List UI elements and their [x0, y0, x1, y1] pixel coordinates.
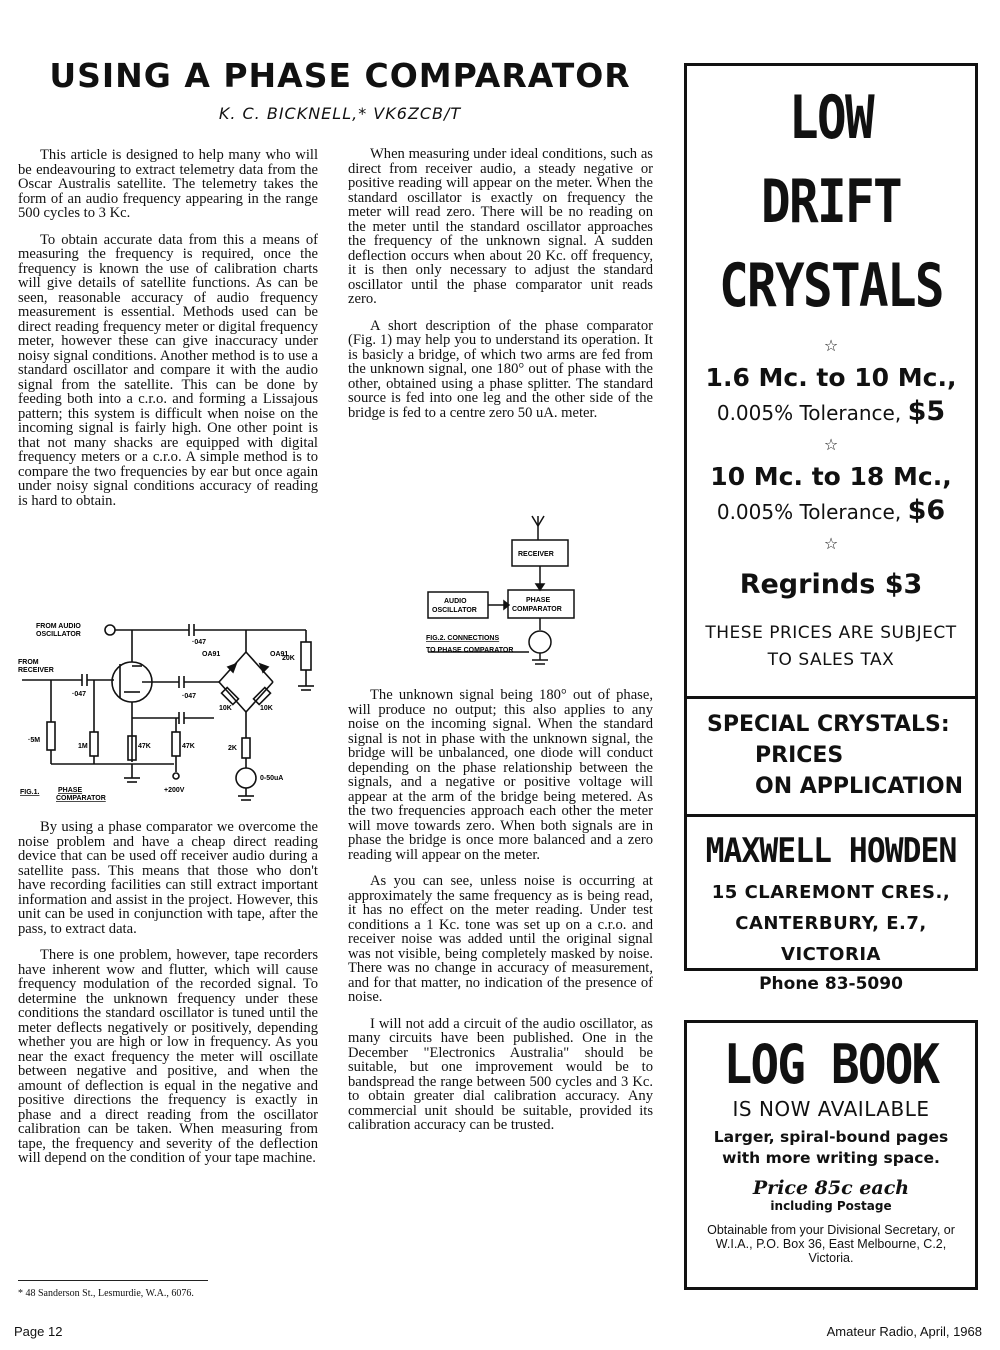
- paragraph: I will not add a circuit of the audio oscillator, as many circuits have been published. One in the December "Electronics Australia" should be suitable, but one improvement would be to bandspread the range between 500 cycles and 3 Kc. to obtain greater dial calibration accuracy. Any commercial unit should be suitable, provided its calibration accuracy can be trusted.: [348, 1015, 653, 1133]
- ad-headline-line1: LOW DRIFT: [761, 83, 901, 237]
- ad-phone: Phone 83-5090: [759, 974, 903, 994]
- fig1-from-audio: FROM AUDIO: [36, 623, 81, 630]
- fig1-cap-047-in: ·047: [72, 691, 87, 698]
- logbook-headline: LOG BOOK: [723, 1033, 939, 1096]
- article-column-2-top: [348, 147, 653, 432]
- fig1-cap-047-mid: ·047: [182, 693, 197, 700]
- article-column-2-bottom: [348, 688, 653, 1145]
- article-title: USING A PHASE COMPARATOR: [49, 56, 631, 95]
- article-column-1-bottom: [18, 820, 318, 1178]
- footnote: * 48 Sanderson St., Lesmurdie, W.A., 6076.: [18, 1288, 194, 1299]
- logbook-price: Price 85c each: [752, 1177, 910, 1199]
- fig1-from: FROM: [18, 659, 39, 666]
- tolerance-label: 0.005% Tolerance,: [716, 500, 902, 524]
- ad-company: MAXWELL HOWDEN: [705, 831, 957, 871]
- star-icon: ☆: [823, 336, 839, 355]
- ad-tolerance-1: [687, 396, 975, 427]
- tolerance-label: 0.005% Tolerance,: [716, 401, 902, 425]
- fig1-diode-b: OA91: [270, 651, 289, 658]
- paragraph: When measuring under ideal conditions, such as direct from receiver audio, a steady negative or positive reading will appear on the meter. When the standard oscillator is exactly on frequency the meter will read zero. There will be no reading on the meter until the standard oscillator approaches the frequency of the unknown signal. A sudden deflection occurs when about 20 Kc. off frequency, it is then only necessary to adjust the standard oscillator until the phase comparator unit reads zero.: [348, 146, 653, 307]
- fig1-caption-a: FIG.1.: [20, 789, 40, 796]
- fig2-block-diagram: [420, 512, 590, 672]
- fig2-phase: PHASE: [526, 597, 551, 604]
- logbook-obtainable: Obtainable from your Divisional Secretary, or W.I.A., P.O. Box 36, East Melbourne, C.2, Victoria.: [707, 1223, 955, 1265]
- logbook-pages-2: with more writing space.: [722, 1149, 940, 1167]
- paragraph: A short description of the phase comparator (Fig. 1) may help you to understand its operation. It is basicly a bridge, of which two arms are fed from the unknown signal, one 180° out of phase with the other, obtained using a phase splitter. The standard source is fed into one leg and the other side of the bridge is fed to a centre zero 50 uA. meter.: [348, 317, 653, 421]
- crystals-advertisement: [684, 63, 978, 994]
- ad-tolerance-2: [687, 495, 975, 526]
- fig2-receiver: RECEIVER: [518, 551, 554, 558]
- article-column-1-top: [18, 148, 318, 520]
- price: $6: [907, 495, 946, 526]
- fig1-cap-047-top: ·047: [192, 639, 207, 646]
- fig1-svg: [14, 612, 324, 812]
- fig1-r1m: 1M: [78, 743, 88, 750]
- article-byline: K. C. BICKNELL,* VK6ZCB/T: [218, 104, 462, 123]
- fig1-receiver: RECEIVER: [18, 667, 54, 674]
- fig2-comparator: COMPARATOR: [512, 606, 562, 613]
- ad-address-2: CANTERBURY, E.7,: [735, 913, 927, 934]
- fig1-r10k-b: 10K: [260, 705, 273, 712]
- fig1-r5m: ·5M: [28, 737, 41, 744]
- paragraph: There is one problem, however, tape recorders have inherent wow and flutter, which will cause frequency modulation of the recorded signal. To determine the unknown frequency under these conditions the standard oscillator is tuned until the meter deflects negatively or positively, depending whether you are high or low in frequency. As you near the exact frequency the meter will oscillate between negative and positive, and when the amount of deflection is equal in the negative and positive directions the frequency is exactly in phase and a direct reading from the oscillator calibration can be taken. When measuring from tape, the frequency and severity of the deflection will depend on the condition of your tape machine.: [18, 947, 318, 1166]
- fig1-meter: 0-50uA: [260, 775, 284, 782]
- ad-special-line3: ON APPLICATION: [755, 774, 964, 799]
- fig1-r2k: 2K: [228, 745, 237, 752]
- fig1-oscillator: OSCILLATOR: [36, 631, 81, 638]
- ad-range-1: 1.6 Mc. to 10 Mc.,: [705, 363, 957, 392]
- publication-info: Amateur Radio, April, 1968: [826, 1324, 982, 1339]
- fig2-caption-b: TO PHASE COMPARATOR: [426, 647, 514, 654]
- divider: [687, 696, 975, 699]
- divider: [687, 814, 975, 817]
- star-icon: ☆: [823, 534, 839, 553]
- ad-address-3: VICTORIA: [781, 944, 881, 965]
- fig1-supply: +200V: [164, 787, 185, 794]
- logbook-now-available: IS NOW AVAILABLE: [732, 1097, 930, 1121]
- ad-special-line2: PRICES: [755, 743, 844, 768]
- fig1-schematic: [14, 612, 324, 812]
- page-number: Page 12: [14, 1324, 63, 1339]
- fig1-r20k: 20K: [282, 655, 295, 662]
- ad-special-line1: SPECIAL CRYSTALS:: [707, 712, 950, 737]
- logbook-advertisement: [684, 1020, 978, 1290]
- ad-range-2: 10 Mc. to 18 Mc.,: [710, 462, 952, 491]
- price: $5: [907, 396, 946, 427]
- logbook-pages-1: Larger, spiral-bound pages: [713, 1128, 949, 1146]
- fig2-audio: AUDIO: [444, 598, 467, 605]
- paragraph: To obtain accurate data from this a means of measuring the frequency is required, once the frequency is known the use of calibration charts will give details of satellite functions. As can be seen, reasonable accuracy of audio frequency measurement is essential. Methods used can be direct reading frequency meter or digital frequency meter, however these can give inaccuracy under noisy signal conditions. Another method is to use a standard oscillator and compare it with the audio signal from the satellite. This can be done by feeding both into a c.r.o. and forming a Lissajous pattern; this system is difficult when noise on the incoming signal is fairly high. One other point is that not many shacks are equipped with digital frequency meters or a c.r.o. A simple method is to compare the two frequencies by ear but once again under noisy signal conditions accuracy of reading is hard to obtain.: [18, 231, 318, 509]
- fig1-caption-b: PHASE: [58, 787, 83, 794]
- logbook-including: including Postage: [770, 1199, 892, 1213]
- fig2-caption-a: FIG.2. CONNECTIONS: [426, 635, 500, 642]
- paragraph: The unknown signal being 180° out of phase, will produce no output; this also applies to any noise on the incoming signal. When the standard signal is not in phase with the unknown signal, the bridge will be unbalanced, one diode will conduct depending on the phase relationship between the signals, and a negative or positive voltage will appear at the arm of the bridge being metered. As the two frequencies approach each other the meter will move towards zero. When both signals are in phase the bridge is once more balanced and a zero reading will appear on the meter.: [348, 687, 653, 863]
- paragraph: As you can see, unless noise is occurring at approximately the same frequency as is being read, it has no effect on the meter reading. Under test conditions a 1 Kc. tone was set up on a c.r.o. and receiver noise was added until the original signal was not visible, being completely masked by noise. There was no change in accuracy of measurement, and for that matter, no indication of the presence of noise.: [348, 873, 653, 1005]
- fig1-caption-c: COMPARATOR: [56, 795, 106, 802]
- ad-subject-line1: THESE PRICES ARE SUBJECT: [705, 623, 957, 643]
- ad-address-1: 15 CLAREMONT CRES.,: [711, 882, 951, 903]
- footnote-rule: [18, 1280, 208, 1281]
- fig2-oscillator: OSCILLATOR: [432, 607, 477, 614]
- ad-regrinds: Regrinds $3: [739, 569, 923, 600]
- star-icon: ☆: [823, 435, 839, 454]
- fig1-r47k-b: 47K: [182, 743, 195, 750]
- fig1-r47k-a: 47K: [138, 743, 151, 750]
- ad-headline-line2: CRYSTALS: [719, 251, 943, 321]
- ad-subject-line2: TO SALES TAX: [767, 650, 895, 670]
- paragraph: This article is designed to help many who will be endeavouring to extract telemetry data from the Oscar Australis satellite. The telemetry takes the form of an audio frequency appearing in the range 500 cycles to 3 Kc.: [18, 147, 318, 221]
- fig1-r10k-a: 10K: [219, 705, 232, 712]
- paragraph: By using a phase comparator we overcome the noise problem and have a cheap direct reading device that can be used off receiver audio during a satellite pass. This means that those who don't have recording facilities can still extract important information and assist in the project. However, this unit can be used in conjunction with tape, after the pass, to extract data.: [18, 819, 318, 937]
- fig2-svg: [420, 512, 590, 672]
- fig1-diode-a: OA91: [202, 651, 221, 658]
